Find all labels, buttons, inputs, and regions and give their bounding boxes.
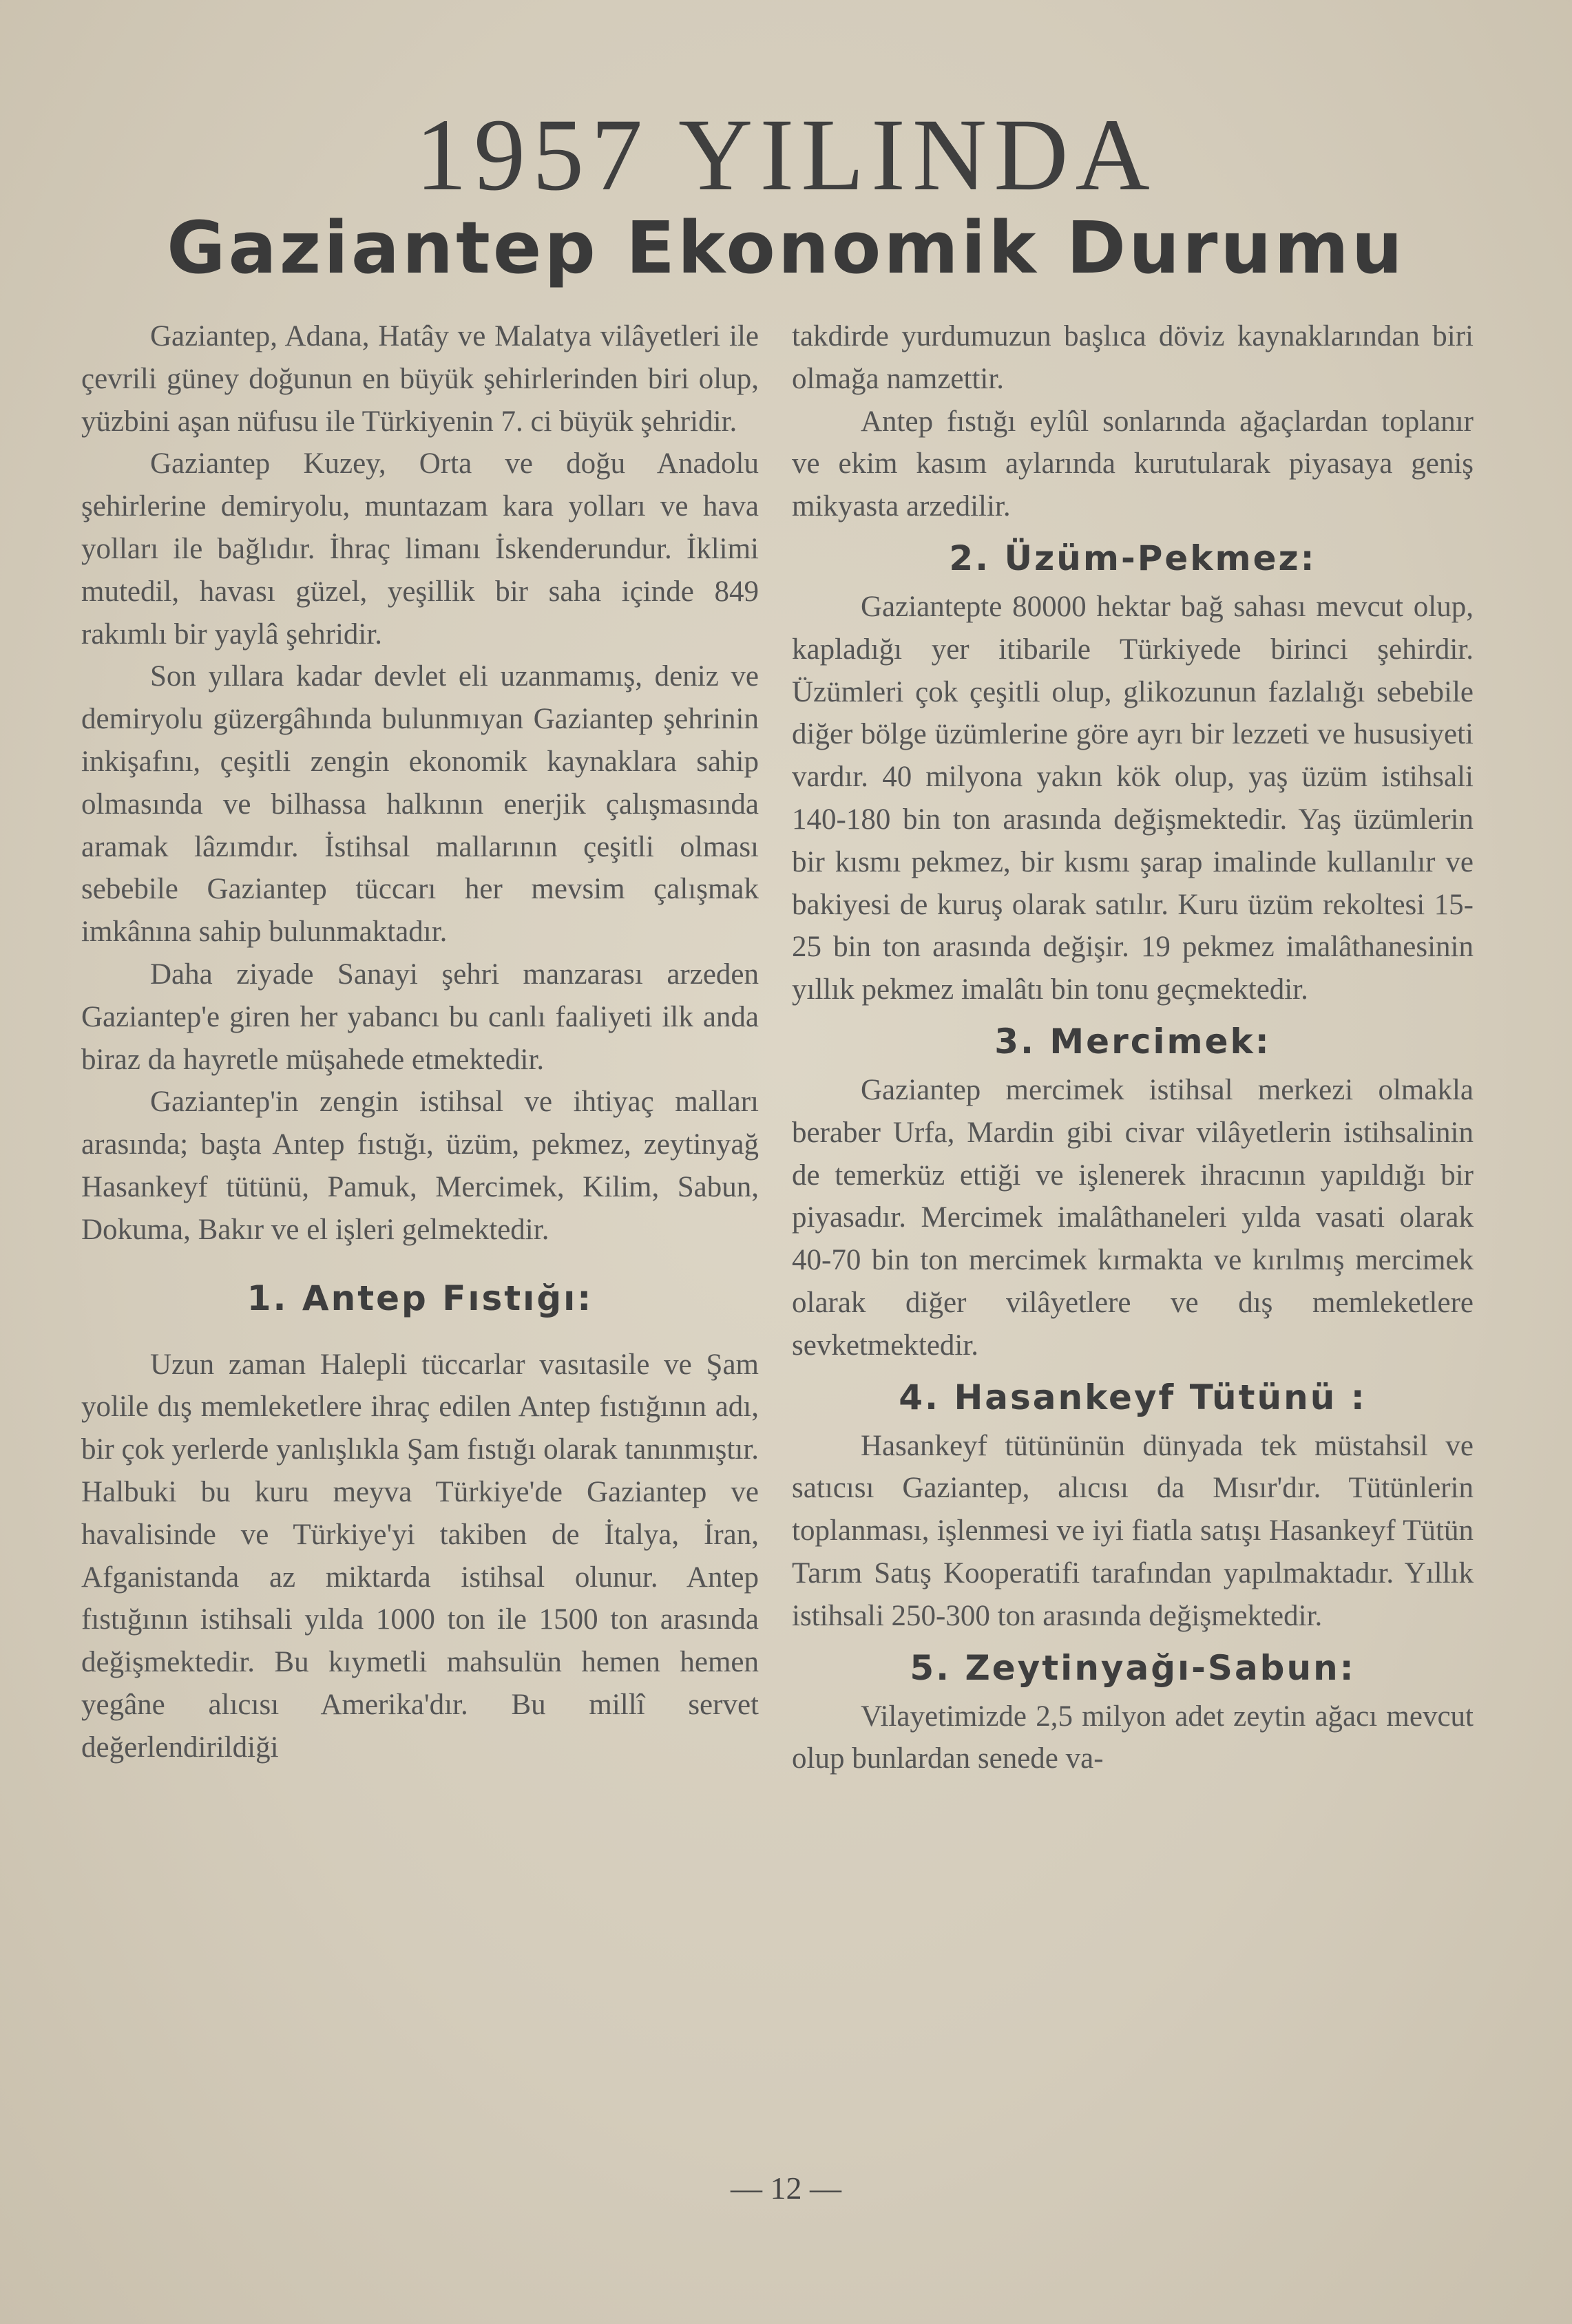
section-heading-antep-fistigi: 1. Antep Fıstığı: <box>247 1278 594 1318</box>
paragraph: Gaziantepte 80000 hektar bağ sahası mevcut olup, kapladığı yer itibarile Türkiyede birinci şehirdir. Üzümleri çok çeşitli olup, glikozunun fazlalığı sebebile diğer bölge üzümlerine göre ayrı bir lezzeti ve hususiyeti vardır. 40 milyona yakın kök olup, yaş üzüm istihsali 140-180 bin ton arasında değişmektedir. Yaş üzümlerin bir kısmı pekmez, bir kısmı şarap imalinde kullanılır ve bakiyesi de kuruş olarak satılır. Kuru üzüm rekoltesi 15-25 bin ton arasında değişir. 19 pekmez imalâthanesinin yıllık pekmez imalâtı bin tonu geçmektedir. <box>792 590 1474 1006</box>
paragraph: takdirde yurdumuzun başlıca döviz kaynaklarından biri olmağa namzettir. <box>792 320 1474 395</box>
section-heading-hasankeyf-tutunu: 4. Hasankeyf Tütünü : <box>899 1377 1367 1417</box>
right-column <box>792 315 1474 1780</box>
section-heading-mercimek: 3. Mercimek: <box>994 1021 1271 1061</box>
paragraph: Gaziantep'in zengin istihsal ve ihtiyaç malları arasında; başta Antep fıstığı, üzüm, pekmez, zeytinyağ Hasankeyf tütünü, Pamuk, Mercimek, Kilim, Sabun, Dokuma, Bakır ve el işleri gelmektedir. <box>81 1086 759 1246</box>
paragraph: Gaziantep Kuzey, Orta ve doğu Anadolu şehirlerine demiryolu, muntazam kara yolları ve hava yolları ile bağlıdır. İhraç limanı İskenderundur. İklimi mutedil, havası güzel, yeşillik bir saha içinde 849 rakımlı bir yaylâ şehridir. <box>81 447 759 651</box>
paragraph: Antep fıstığı eylûl sonlarında ağaçlardan toplanır ve ekim kasım aylarında kurutularak piyasaya geniş mikyasta arzedilir. <box>792 405 1474 523</box>
paragraph: Vilayetimizde 2,5 milyon adet zeytin ağacı mevcut olup bunlardan senede va- <box>792 1700 1474 1775</box>
section-heading-uzum-pekmez: 2. Üzüm-Pekmez: <box>949 538 1317 578</box>
paragraph: Gaziantep mercimek istihsal merkezi olmakla beraber Urfa, Mardin gibi civar vilâyetlerin istihsalinin de temerküz ettiği ve işlenerek ihracının yapıldığı bir piyasadır. Mercimek imalâthaneleri yılda vasati olarak 40-70 bin ton mercimek kırmakta ve kırılmış mercimek olarak diğer vilâyetlere ve dış memleketlere sevketmektedir. <box>792 1073 1474 1362</box>
left-column <box>81 315 759 1769</box>
main-title: Gaziantep Ekonomik Durumu <box>167 206 1405 290</box>
section-heading-zeytinyagi-sabun: 5. Zeytinyağı-Sabun: <box>910 1647 1356 1688</box>
paragraph: Hasankeyf tütününün dünyada tek müstahsil ve satıcısı Gaziantep, alıcısı da Mısır'dır. Tütünlerin toplanması, işlenmesi ve iyi fiatla satışı Hasankeyf Tütün Tarım Satış Kooperatifi tarafından yapılmaktadır. Yıllık istihsali 250-300 ton arasında değişmektedir. <box>792 1429 1474 1632</box>
year-title: 1957 YILINDA <box>415 98 1157 212</box>
paragraph: Son yıllara kadar devlet eli uzanmamış, deniz ve demiryolu güzergâhında bulunmıyan Gaziantep şehrinin inkişafını, çeşitli zengin ekonomik kaynaklara sahip olmasında ve bilhassa halkının enerjik çalışmasında aramak lâzımdır. İstihsal mallarının çeşitli olması sebebile Gaziantep tüccarı her mevsim çalışmak imkânına sahip bulunmaktadır. <box>81 660 759 949</box>
paragraph: Uzun zaman Halepli tüccarlar vasıtasile ve Şam yolile dış memleketlere ihraç edilen Antep fıstığının adı, bir çok yerlerde yanlışlıkla Şam fıstığı olarak tanınmıştır. Halbuki bu kuru meyva Türkiye'de Gaziantep ve havalisinde ve Türkiye'yi takiben de İtalya, İran, Afganistanda az miktarda istihsal olunur. Antep fıstığının istihsali yılda 1000 ton ile 1500 ton arasında değişmektedir. Bu kıymetli mahsulün hemen hemen yegâne alıcısı Amerika'dır. Bu millî servet değerlendirildiği <box>81 1348 759 1764</box>
paragraph: Gaziantep, Adana, Hatây ve Malatya vilâyetleri ile çevrili güney doğunun en büyük şehirlerinden biri olup, yüzbini aşan nüfusu ile Türkiyenin 7. ci büyük şehridir. <box>81 320 759 438</box>
paragraph: Daha ziyade Sanayi şehri manzarası arzeden Gaziantep'e giren her yabancı bu canlı faaliyeti ilk anda biraz da hayretle müşahede etmektedir. <box>81 958 759 1076</box>
page-number: — 12 — <box>731 2170 841 2206</box>
